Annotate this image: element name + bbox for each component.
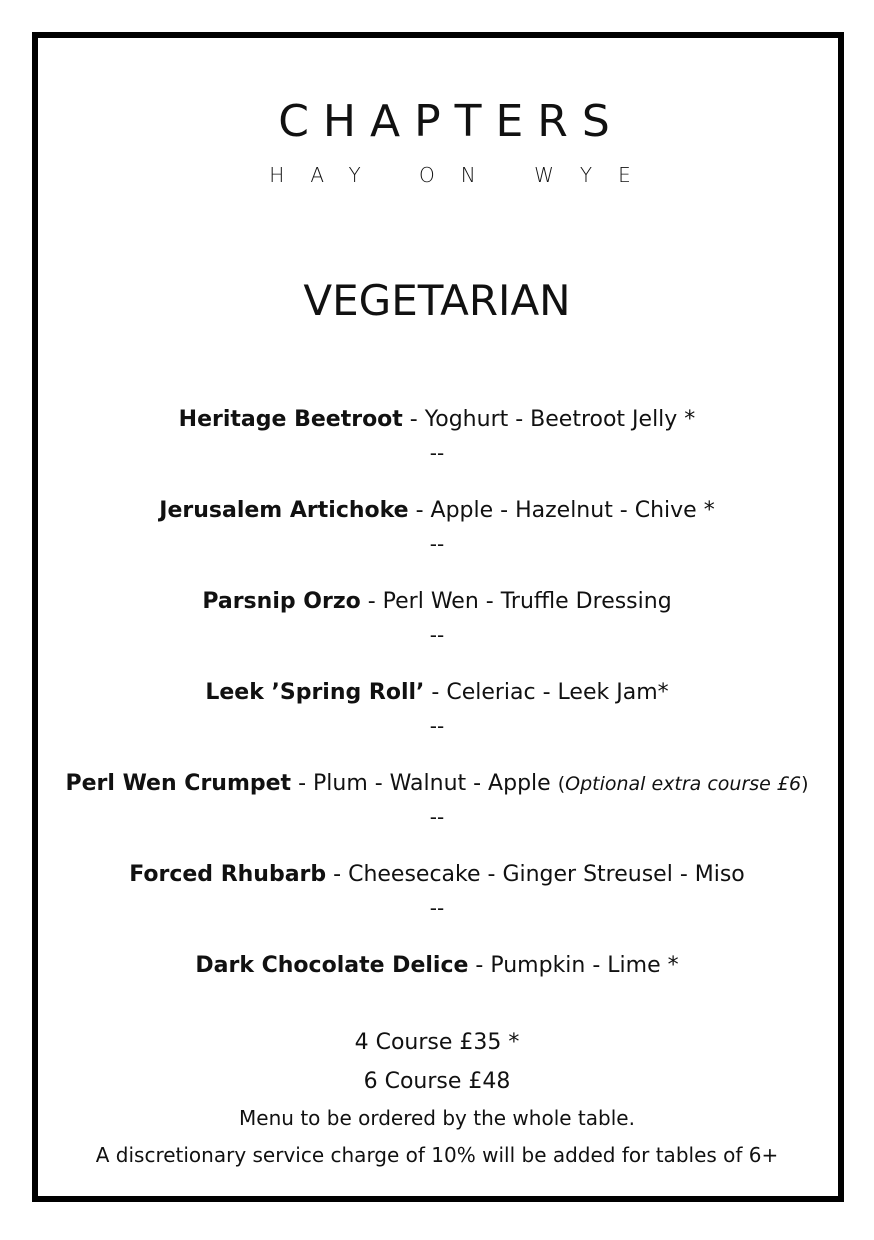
course-item	[60, 764, 814, 804]
course-name: Perl Wen Crumpet	[65, 771, 292, 796]
course-name: Heritage Beetroot	[178, 407, 403, 432]
course-item	[60, 855, 814, 895]
price-six-course: 6 Course £48	[363, 1069, 511, 1094]
course-item	[60, 946, 814, 986]
course-separator: --	[429, 805, 445, 829]
course-separator: --	[429, 896, 445, 920]
optional-close-paren: )	[801, 773, 809, 795]
brand-name: CHAPTERS	[278, 96, 624, 147]
course-separator: --	[429, 532, 445, 556]
course-name: Dark Chocolate Delice	[195, 953, 469, 978]
course-description: - Pumpkin - Lime *	[468, 953, 679, 978]
menu-title: VEGETARIAN	[303, 276, 571, 325]
course-separator: --	[429, 714, 445, 738]
course-description: - Cheesecake - Ginger Streusel - Miso	[326, 862, 745, 887]
course-item	[60, 400, 814, 440]
course-item	[60, 491, 814, 531]
optional-open-paren: (	[557, 773, 566, 795]
service-charge-note: A discretionary service charge of 10% will be added for tables of 6+	[95, 1143, 779, 1167]
price-four-course: 4 Course £35 *	[354, 1030, 520, 1055]
course-name: Leek ’Spring Roll’	[205, 680, 425, 705]
course-item	[60, 673, 814, 713]
course-description: - Perl Wen - Truffle Dressing	[360, 589, 672, 614]
course-separator: --	[429, 441, 445, 465]
course-name: Forced Rhubarb	[129, 862, 327, 887]
course-description: - Yoghurt - Beetroot Jelly *	[402, 407, 696, 432]
course-name: Jerusalem Artichoke	[159, 498, 409, 523]
order-note: Menu to be ordered by the whole table.	[239, 1106, 635, 1130]
course-description: - Plum - Walnut - Apple	[291, 771, 558, 796]
course-description: - Apple - Hazelnut - Chive *	[408, 498, 715, 523]
course-item	[60, 582, 814, 622]
course-separator: --	[429, 623, 445, 647]
course-description: - Celeriac - Leek Jam*	[424, 680, 669, 705]
course-name: Parsnip Orzo	[202, 589, 361, 614]
optional-course-note: Optional extra course £6	[565, 773, 802, 795]
brand-location: HAY ON WYE	[269, 163, 657, 187]
course-list	[60, 400, 814, 986]
